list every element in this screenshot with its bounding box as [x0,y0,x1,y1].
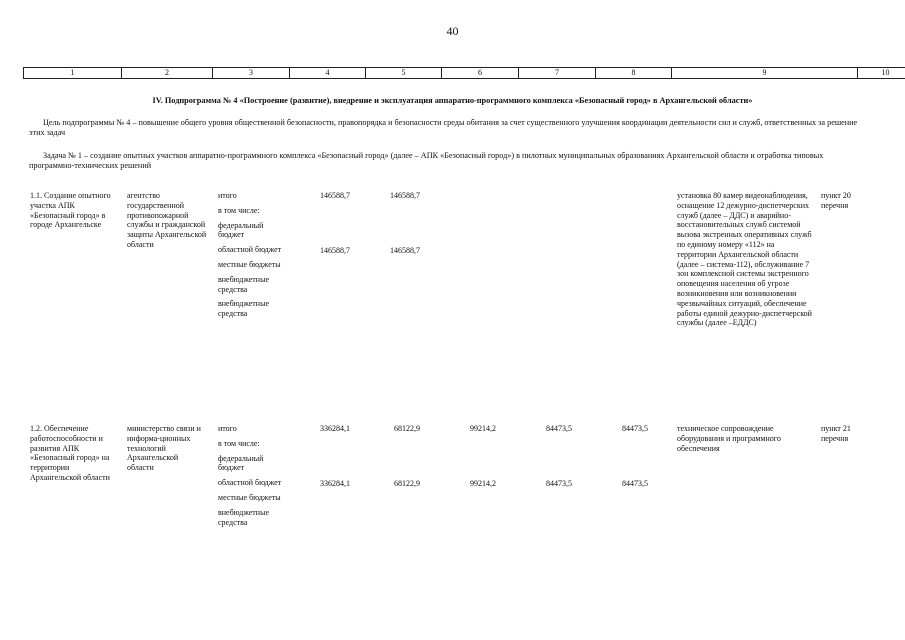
funding-sources [218,424,288,532]
source-label: федеральный бюджет [218,453,264,473]
value-regional: 84473,5 [546,479,572,488]
value-regional: 146588,7 [320,246,350,255]
column-number: 5 [366,68,442,79]
value-regional: 99214,2 [470,479,496,488]
value-total: 99214,2 [470,424,496,433]
column-number: 7 [519,68,596,79]
column-number: 3 [213,68,290,79]
row-reference: пункт 20 перечня [821,191,851,210]
value-total: 84473,5 [546,424,572,433]
value-total: 68122,9 [394,424,420,433]
source-label: внебюджетные средства [218,299,269,319]
row-executor: агентство государственной противопожарной службы и гражданской защиты Архангельской области [127,191,207,249]
value-total: 146588,7 [320,191,350,200]
source-label: областной бюджет [218,478,282,488]
row-name: 1.1. Создание опытного участка АПК «Безопасный город» в городе Архангельске [30,191,111,230]
row-executor: министерство связи и информа-ционных технологий Архангельской области [127,424,201,473]
value-total: 146588,7 [390,191,420,200]
value-regional: 68122,9 [394,479,420,488]
task-paragraph: Задача № 1 – создание опытных участков аппаратно-программного комплекса «Безопасный город» (далее – АПК «Безопасный город») в пилотных муниципальных образованиях Архангельской области и отработка типовых программно-технических решений [29,151,824,170]
source-label: итого [218,191,237,200]
column-number: 2 [122,68,213,79]
source-label: областной бюджет [218,245,282,255]
column-number-header [23,67,905,79]
page-number: 40 [446,24,459,38]
funding-sources [218,191,288,324]
source-label: федеральный бюджет [218,220,264,240]
value-regional: 146588,7 [390,246,420,255]
source-label: внебюджетные средства [218,507,269,527]
row-reference: пункт 21 перечня [821,424,851,443]
value-regional: 84473,5 [622,479,648,488]
source-label: местные бюджеты [218,259,281,269]
value-regional: 336284,1 [320,479,350,488]
source-label: местные бюджеты [218,492,281,502]
value-total: 336284,1 [320,424,350,433]
source-label: в том числе: [218,205,260,215]
row-result: установка 80 камер видеонаблюдения, оснащение 12 дежурно-диспетчерских служб (далее – ДДС) и аварийно-восстановительных служб системой вызова экстренных оперативных служб по единому номеру «112» на территории Архангельской области (далее – система-112), обслуживание 7 зон комплексной системы экстренного оповещения населения об угрозе возникновения или возникновении чрезвычайных ситуаций, обеспечение работы единой дежурно-диспетчерской службы (далее –ЕДДС) [677,191,812,328]
column-number: 9 [672,68,858,79]
value-total: 84473,5 [622,424,648,433]
section-title: IV. Подпрограмма № 4 «Построение (развитие), внедрение и эксплуатация аппаратно-программного комплекса «Безопасный город» в Архангельской области» [152,96,753,105]
goal-paragraph: Цель подпрограммы № 4 – повышение общего уровня общественной безопасности, правопорядка и безопасности среды обитания за счет существенного улучшения координации деятельности сил и служб, ответственных за решение этих задач [29,118,858,137]
column-number: 10 [858,68,905,79]
column-number: 1 [24,68,122,79]
column-number: 4 [290,68,366,79]
source-label: итого [218,424,237,433]
column-number: 6 [442,68,519,79]
source-label: в том числе: [218,438,260,448]
row-name: 1.2. Обеспечение работоспособности и развития АПК «Безопасный город» на территории Архангельской области [30,424,110,482]
source-label: внебюджетные средства [218,274,269,294]
column-number: 8 [596,68,672,79]
row-result: техническое сопровождение оборудования и программного обеспечения [677,424,781,453]
